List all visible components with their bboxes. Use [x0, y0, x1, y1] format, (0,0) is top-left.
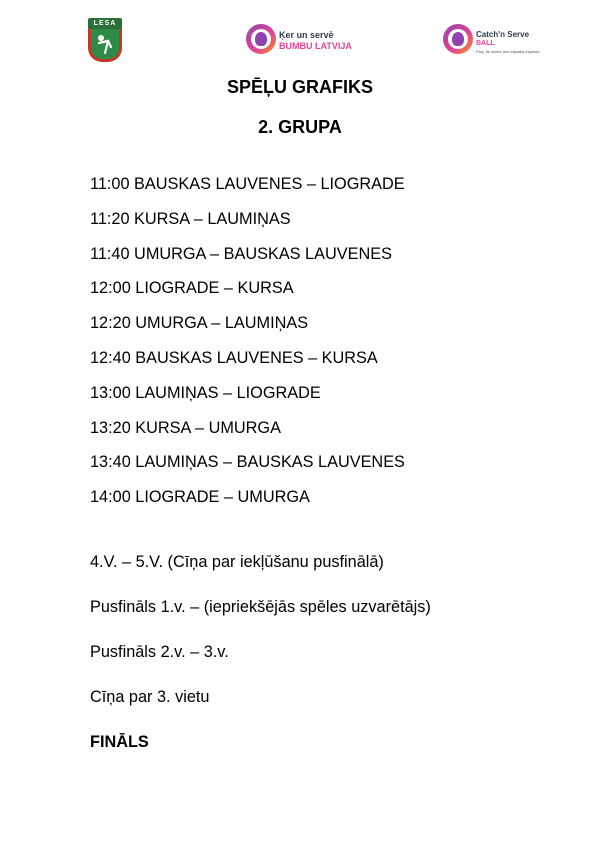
match-item: 12:20 UMURGA – LAUMIŅAS — [90, 314, 309, 333]
match-schedule — [90, 173, 405, 521]
catch-serve-badge-icon — [246, 24, 276, 54]
final-label: FINĀLS — [90, 733, 149, 751]
group-subtitle: 2. GRUPA — [258, 117, 342, 137]
match-item: 12:40 BAUSKAS LAUVENES – KURSA — [90, 348, 378, 367]
match-item: 11:00 BAUSKAS LAUVENES – LIOGRADE — [90, 175, 405, 193]
logo-mid-line1: Ķer un servē — [279, 30, 334, 40]
lesa-shield-icon — [88, 29, 122, 62]
playoff-item: Pusfināls 2.v. – 3.v. — [90, 643, 229, 661]
match-item: 13:20 KURSA – UMURGA — [90, 418, 281, 437]
page-title: SPĒĻU GRAFIKS — [226, 77, 373, 97]
lesa-logo — [88, 18, 122, 66]
playoff-item: 4.V. – 5.V. (Cīņa par iekļūšanu pusfinālā) — [90, 553, 384, 571]
catch-n-serve-logo — [443, 24, 548, 64]
header-logos — [0, 14, 600, 70]
logo-right-line2: BALL — [476, 40, 495, 47]
logo-right-line1: Catch'n Serve — [476, 30, 530, 39]
match-item: 11:40 UMURGA – BAUSKAS LAUVENES — [90, 244, 392, 263]
catch-serve-badge-icon — [443, 24, 473, 54]
match-item: 13:40 LAUMIŅAS – BAUSKAS LAUVENES — [90, 453, 405, 472]
playoff-item: Pusfināls 1.v. – (iepriekšējās spēles uzvarētājs) — [90, 598, 431, 616]
match-item: 14:00 LIOGRADE – UMURGA — [90, 488, 310, 507]
match-item: 12:00 LIOGRADE – KURSA — [90, 279, 294, 298]
match-item: 13:00 LAUMIŅAS – LIOGRADE — [90, 383, 321, 402]
ker-un-serve-logo — [246, 24, 358, 64]
logo-right-line3: Play, be active and equality inspired — [476, 49, 540, 54]
lesa-logo-text: LESA — [88, 18, 122, 29]
logo-mid-line2: BUMBU LATVIJA — [279, 41, 352, 51]
playoff-item: Cīņa par 3. vietu — [90, 688, 210, 706]
match-item: 11:20 KURSA – LAUMIŅAS — [90, 209, 291, 228]
